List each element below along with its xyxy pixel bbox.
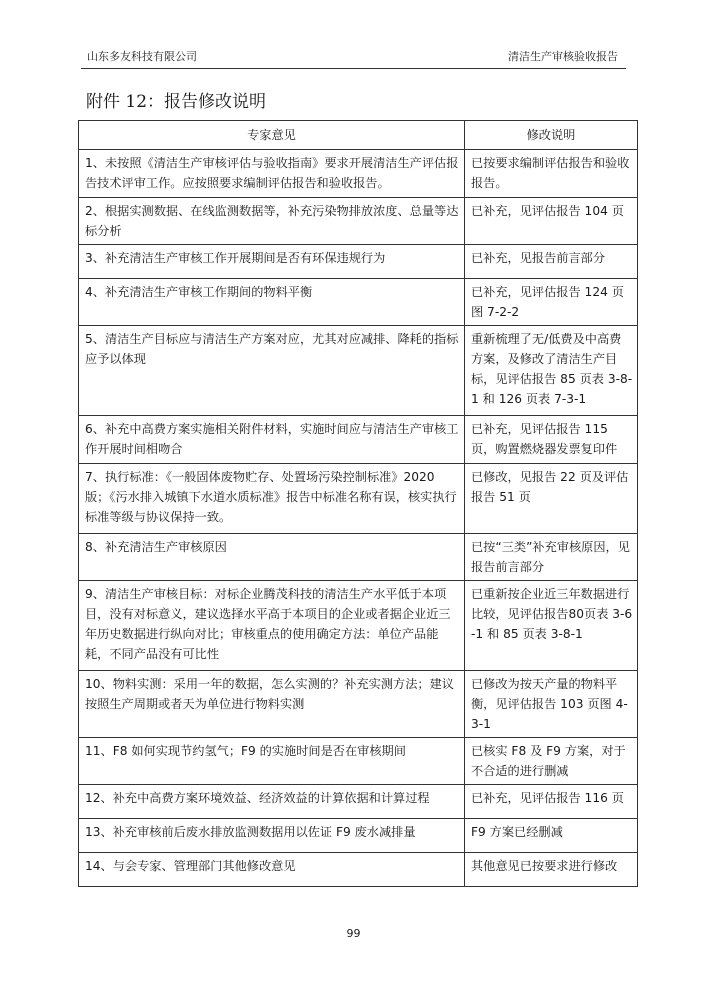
revision-note-cell: 重新梳理了无/低费及中高费方案，及修改了清洁生产目标，见评估报告 85 页表 3-8-1 和 126 页表 7-3-1: [465, 326, 638, 416]
page-title: 附件 12：报告修改说明: [86, 92, 267, 112]
expert-opinion-cell: 9、清洁生产审核目标：对标企业腾茂科技的清洁生产水平低于本项目，没有对标意义，建议选择水平高于本项目的企业或者据企业近三年历史数据进行纵向对比；审核重点的使用确定方法：单位产品能耗，不同产品没有可比性: [79, 581, 465, 671]
revision-note-cell: 已修改，见报告 22 页及评估报告 51 页: [465, 464, 638, 534]
table-row: [79, 534, 638, 581]
expert-opinion-cell: 8、补充清洁生产审核原因: [79, 534, 465, 581]
table-row: [79, 326, 638, 416]
table-body: [79, 150, 638, 887]
page-header: [81, 48, 626, 66]
revision-note-cell: 已补充，见评估报告 115 页，购置燃烧器发票复印件: [465, 416, 638, 464]
revision-note-cell: 已补充，见评估报告 104 页: [465, 198, 638, 245]
expert-opinion-cell: 14、与会专家、管理部门其他修改意见: [79, 853, 465, 887]
expert-opinion-cell: 6、补充中高费方案实施相关附件材料，实施时间应与清洁生产审核工作开展时间相吻合: [79, 416, 465, 464]
page-number: 99: [346, 927, 361, 940]
table-row: [79, 671, 638, 738]
expert-opinion-cell: 1、未按照《清洁生产审核评估与验收指南》要求开展清洁生产评估报告技术评审工作。应按照要求编制评估报告和验收报告。: [79, 150, 465, 198]
table-row: [79, 785, 638, 819]
expert-opinion-cell: 5、清洁生产目标应与清洁生产方案对应，尤其对应减排、降耗的指标应予以体现: [79, 326, 465, 416]
revision-note-cell: 已修改为按天产量的物料平衡，见评估报告 103 页图 4-3-1: [465, 671, 638, 738]
table-row: [79, 279, 638, 326]
table-row: [79, 245, 638, 279]
table-header-row: [79, 121, 638, 150]
table-row: [79, 464, 638, 534]
expert-opinion-cell: 3、补充清洁生产审核工作开展期间是否有环保违规行为: [79, 245, 465, 279]
expert-opinion-cell: 10、物料实测：采用一年的数据，怎么实测的？补充实测方法；建议按照生产周期或者天为单位进行物料实测: [79, 671, 465, 738]
revision-note-cell: 已按“三类”补充审核原因，见报告前言部分: [465, 534, 638, 581]
column-header-revision: 修改说明: [465, 121, 638, 150]
expert-opinion-cell: 11、F8 如何实现节约氢气；F9 的实施时间是否在审核期间: [79, 738, 465, 785]
revision-note-cell: F9 方案已经删减: [465, 819, 638, 853]
report-name: 清洁生产审核验收报告: [508, 50, 618, 63]
expert-opinion-cell: 13、补充审核前后废水排放监测数据用以佐证 F9 废水减排量: [79, 819, 465, 853]
company-name: 山东多友科技有限公司: [87, 50, 197, 63]
expert-opinion-cell: 7、执行标准：《一般固体废物贮存、处置场污染控制标准》2020 版；《污水排入城镇下水道水质标准》报告中标准名称有误，核实执行标准等级与协议保持一致。: [79, 464, 465, 534]
header-divider: [81, 68, 626, 69]
expert-opinion-cell: 4、补充清洁生产审核工作期间的物料平衡: [79, 279, 465, 326]
revision-note-cell: 已按要求编制评估报告和验收报告。: [465, 150, 638, 198]
table-row: [79, 853, 638, 887]
table-row: [79, 150, 638, 198]
table-row: [79, 198, 638, 245]
table-row: [79, 819, 638, 853]
column-header-opinion: 专家意见: [79, 121, 465, 150]
revision-note-cell: 已核实 F8 及 F9 方案，对于不合适的进行删减: [465, 738, 638, 785]
revision-note-cell: 已补充，见评估报告 124 页图 7-2-2: [465, 279, 638, 326]
revision-note-cell: 已补充，见报告前言部分: [465, 245, 638, 279]
expert-opinion-cell: 2、根据实测数据、在线监测数据等，补充污染物排放浓度、总量等达标分析: [79, 198, 465, 245]
expert-opinion-cell: 12、补充中高费方案环境效益、经济效益的计算依据和计算过程: [79, 785, 465, 819]
revision-note-cell: 已重新按企业近三年数据进行比较，见评估报告80页表 3-6-1 和 85 页表 3-8-1: [465, 581, 638, 671]
revision-note-cell: 其他意见已按要求进行修改: [465, 853, 638, 887]
table-row: [79, 738, 638, 785]
revision-note-cell: 已补充，见评估报告 116 页: [465, 785, 638, 819]
revision-table: [78, 120, 638, 887]
table-row: [79, 581, 638, 671]
table-row: [79, 416, 638, 464]
